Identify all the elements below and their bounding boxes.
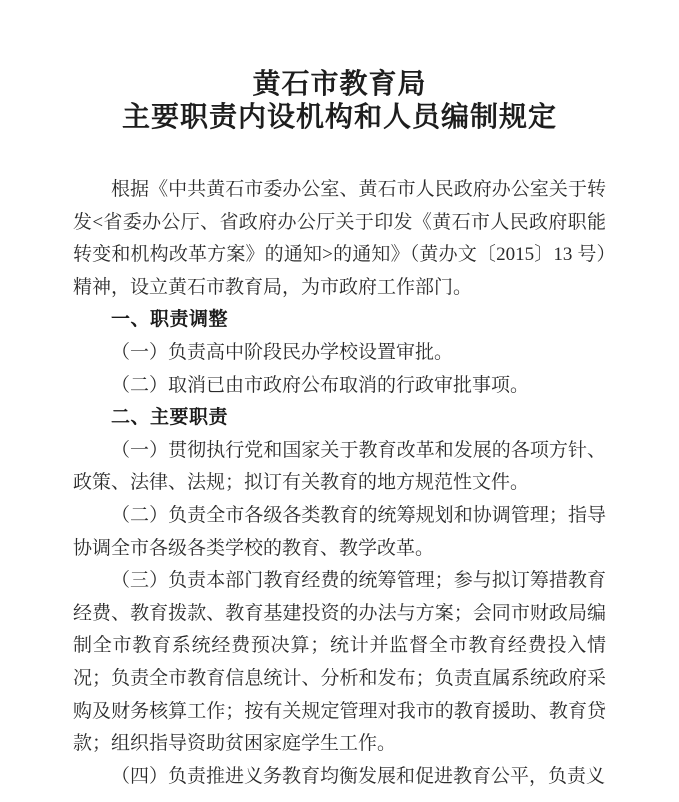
section-heading-duty-adjustment: 一、职责调整 xyxy=(111,309,229,331)
paragraph-duty-adjustment-item-2: （二）取消已由市政府公布取消的行政审批事项。 xyxy=(111,374,530,396)
paragraph-main-duty-1: （一）贯彻执行党和国家关于教育改革和发展的各项方针、政策、法律、法规；拟订有关教育的地方规范性文件。 xyxy=(73,439,606,494)
title-line-2: 主要职责内设机构和人员编制规定 xyxy=(121,102,557,133)
paragraph-main-duty-4-truncated: （四）负责推进义务教育均衡发展和促进教育公平，负责义 xyxy=(111,765,606,787)
section-heading-main-duties: 二、主要职责 xyxy=(111,407,229,429)
paragraph-intro: 根据《中共黄石市委办公室、黄石市人民政府办公室关于转发<省委办公厅、省政府办公厅关于印发《黄石市人民政府职能转变和机构改革方案》的通知>的通知》（黄办文〔2015〕13 号）精神，设立黄石市教育局，为市政府工作部门。 xyxy=(73,179,606,298)
document-body xyxy=(73,174,606,793)
paragraph-main-duty-3: （三）负责本部门教育经费的统筹管理；参与拟订筹措教育经费、教育拨款、教育基建投资的办法与方案；会同市财政局编制全市教育系统经费预决算；统计并监督全市教育经费投入情况；负责全市教育信息统计、分析和发布；负责直属系统政府采购及财务核算工作；按有关规定管理对我市的教育援助、教育贷款；组织指导资助贫困家庭学生工作。 xyxy=(73,570,606,755)
paragraph-duty-adjustment-item-1: （一）负责高中阶段民办学校设置审批。 xyxy=(111,341,454,363)
paragraph-main-duty-2: （二）负责全市各级各类教育的统筹规划和协调管理；指导协调全市各级各类学校的教育、教学改革。 xyxy=(73,504,606,559)
title-line-1: 黄石市教育局 xyxy=(252,69,427,100)
document-title xyxy=(73,68,606,134)
